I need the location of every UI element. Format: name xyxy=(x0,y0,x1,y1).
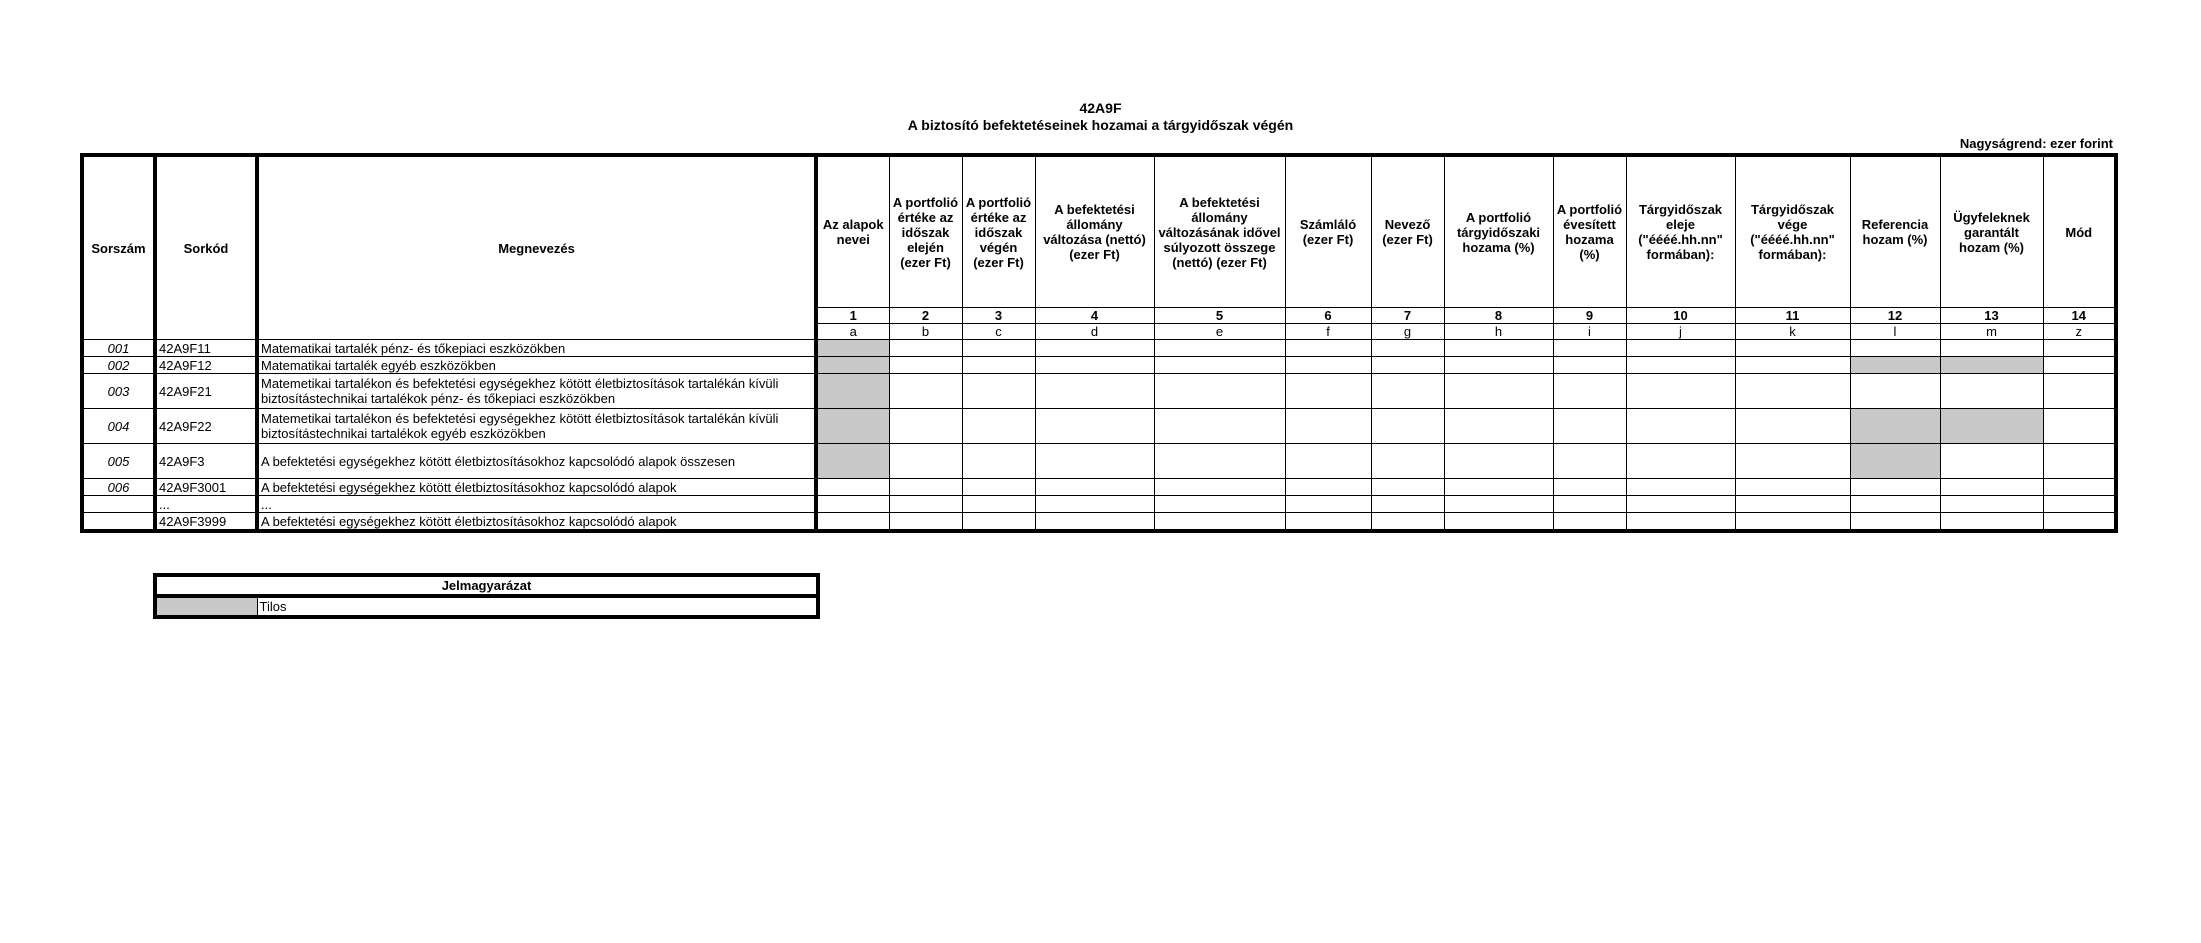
col-number: 8 xyxy=(1444,308,1553,324)
row-sorszam: 006 xyxy=(82,479,155,496)
cell-input[interactable] xyxy=(1850,496,1940,513)
cell-input[interactable] xyxy=(1154,374,1285,409)
cell-input[interactable] xyxy=(1371,409,1444,444)
cell-input[interactable] xyxy=(1735,479,1850,496)
col-number: 10 xyxy=(1626,308,1735,324)
cell-forbidden xyxy=(1850,357,1940,374)
table-row xyxy=(82,513,2116,532)
cell-input[interactable] xyxy=(1735,444,1850,479)
header-col-13: Ügyfeleknek garantált hozam (%) xyxy=(1940,155,2043,308)
cell-input[interactable] xyxy=(1371,513,1444,532)
col-letter: z xyxy=(2043,324,2116,340)
cell-input[interactable] xyxy=(962,340,1035,357)
header-col-9: A portfolió évesített hozama (%) xyxy=(1553,155,1626,308)
col-letter: c xyxy=(962,324,1035,340)
header-col-10: Tárgyidőszak eleje ("éééé.hh.nn" formában): xyxy=(1626,155,1735,308)
cell-input[interactable] xyxy=(1626,374,1735,409)
header-megnevezes: Megnevezés xyxy=(257,155,816,340)
cell-input[interactable] xyxy=(1371,444,1444,479)
row-sorszam: 004 xyxy=(82,409,155,444)
col-number: 2 xyxy=(889,308,962,324)
col-letter: k xyxy=(1735,324,1850,340)
cell-forbidden xyxy=(1850,444,1940,479)
cell-input[interactable] xyxy=(1553,513,1626,532)
header-col-12: Referencia hozam (%) xyxy=(1850,155,1940,308)
cell-input[interactable] xyxy=(962,444,1035,479)
cell-input[interactable] xyxy=(1154,409,1285,444)
row-sorkod: 42A9F3 xyxy=(155,444,257,479)
col-number: 14 xyxy=(2043,308,2116,324)
cell-input[interactable] xyxy=(1735,496,1850,513)
cell-input[interactable] xyxy=(816,513,889,532)
cell-forbidden xyxy=(1940,409,2043,444)
cell-input[interactable] xyxy=(1371,340,1444,357)
cell-input[interactable] xyxy=(1553,340,1626,357)
row-megnevezes: A befektetési egységekhez kötött életbiztosításokhoz kapcsolódó alapok összesen xyxy=(257,444,816,479)
cell-input[interactable] xyxy=(1850,340,1940,357)
cell-input[interactable] xyxy=(1850,513,1940,532)
cell-input[interactable] xyxy=(1553,374,1626,409)
col-number: 3 xyxy=(962,308,1035,324)
table-row xyxy=(82,374,2116,409)
col-letter: b xyxy=(889,324,962,340)
header-col-2: A portfolió értéke az időszak elején (ezer Ft) xyxy=(889,155,962,308)
cell-input[interactable] xyxy=(1553,357,1626,374)
cell-input[interactable] xyxy=(889,340,962,357)
cell-forbidden xyxy=(1850,409,1940,444)
cell-input[interactable] xyxy=(816,479,889,496)
cell-input[interactable] xyxy=(1626,444,1735,479)
row-sorszam: 002 xyxy=(82,357,155,374)
cell-input[interactable] xyxy=(962,374,1035,409)
header-col-7: Nevező (ezer Ft) xyxy=(1371,155,1444,308)
cell-input[interactable] xyxy=(1626,479,1735,496)
col-letter: m xyxy=(1940,324,2043,340)
cell-forbidden xyxy=(816,374,889,409)
legend-table xyxy=(153,573,820,619)
table-row xyxy=(82,340,2116,357)
header-col-14: Mód xyxy=(2043,155,2116,308)
col-letter: a xyxy=(816,324,889,340)
col-number: 9 xyxy=(1553,308,1626,324)
cell-input[interactable] xyxy=(1035,374,1154,409)
cell-input[interactable] xyxy=(1940,496,2043,513)
header-col-1: Az alapok nevei xyxy=(816,155,889,308)
returns-table xyxy=(80,153,2118,533)
col-number: 4 xyxy=(1035,308,1154,324)
cell-input[interactable] xyxy=(1553,444,1626,479)
cell-input[interactable] xyxy=(1035,513,1154,532)
cell-input[interactable] xyxy=(1285,409,1371,444)
cell-input[interactable] xyxy=(1735,357,1850,374)
legend-item-label: Tilos xyxy=(257,596,818,617)
cell-input[interactable] xyxy=(889,513,962,532)
row-megnevezes: Matemetikai tartalékon és befektetési egységekhez kötött életbiztosítások tartalékán kívüli biztosítástechnikai tartalékok egyéb eszközökben xyxy=(257,409,816,444)
cell-input[interactable] xyxy=(1626,409,1735,444)
cell-input[interactable] xyxy=(889,374,962,409)
row-megnevezes: Matematikai tartalék egyéb eszközökben xyxy=(257,357,816,374)
row-sorszam xyxy=(82,513,155,532)
cell-input[interactable] xyxy=(1035,496,1154,513)
cell-input[interactable] xyxy=(1850,479,1940,496)
table-row xyxy=(82,479,2116,496)
col-letter: l xyxy=(1850,324,1940,340)
col-number: 13 xyxy=(1940,308,2043,324)
legend-title: Jelmagyarázat xyxy=(155,575,818,596)
row-megnevezes: Matemetikai tartalékon és befektetési egységekhez kötött életbiztosítások tartalékán kívüli biztosítástechnikai tartalékok pénz- és tőkepiaci eszközökben xyxy=(257,374,816,409)
table-row xyxy=(82,357,2116,374)
row-sorkod: 42A9F22 xyxy=(155,409,257,444)
row-megnevezes: Matematikai tartalék pénz- és tőkepiaci eszközökben xyxy=(257,340,816,357)
cell-input[interactable] xyxy=(1035,444,1154,479)
col-letter: j xyxy=(1626,324,1735,340)
cell-input[interactable] xyxy=(889,409,962,444)
cell-input[interactable] xyxy=(1154,496,1285,513)
row-megnevezes: A befektetési egységekhez kötött életbiztosításokhoz kapcsolódó alapok xyxy=(257,513,816,532)
cell-input[interactable] xyxy=(1035,479,1154,496)
cell-input[interactable] xyxy=(1285,340,1371,357)
cell-input[interactable] xyxy=(1371,374,1444,409)
row-sorszam xyxy=(82,496,155,513)
cell-input[interactable] xyxy=(1940,513,2043,532)
cell-input[interactable] xyxy=(1285,374,1371,409)
col-number: 7 xyxy=(1371,308,1444,324)
cell-input[interactable] xyxy=(962,513,1035,532)
cell-input[interactable] xyxy=(1735,409,1850,444)
cell-input[interactable] xyxy=(1735,374,1850,409)
cell-forbidden xyxy=(816,444,889,479)
form-title: A biztosító befektetéseinek hozamai a tárgyidőszak végén xyxy=(907,117,1294,133)
cell-input[interactable] xyxy=(2043,496,2116,513)
header-sorszam: Sorszám xyxy=(82,155,155,340)
cell-forbidden xyxy=(1940,357,2043,374)
cell-input[interactable] xyxy=(1735,513,1850,532)
cell-input[interactable] xyxy=(1444,340,1553,357)
cell-input[interactable] xyxy=(1154,444,1285,479)
cell-input[interactable] xyxy=(1154,340,1285,357)
cell-input[interactable] xyxy=(1553,496,1626,513)
cell-input[interactable] xyxy=(1371,496,1444,513)
cell-input[interactable] xyxy=(1850,374,1940,409)
cell-input[interactable] xyxy=(962,409,1035,444)
row-sorszam: 003 xyxy=(82,374,155,409)
header-col-4: A befektetési állomány változása (nettó) (ezer Ft) xyxy=(1035,155,1154,308)
header-col-6: Számláló (ezer Ft) xyxy=(1285,155,1371,308)
cell-input[interactable] xyxy=(1285,496,1371,513)
header-sorkod: Sorkód xyxy=(155,155,257,340)
cell-input[interactable] xyxy=(1154,357,1285,374)
col-number: 6 xyxy=(1285,308,1371,324)
table-row xyxy=(82,496,2116,513)
cell-input[interactable] xyxy=(2043,357,2116,374)
cell-forbidden xyxy=(816,340,889,357)
cell-input[interactable] xyxy=(889,479,962,496)
cell-input[interactable] xyxy=(1444,479,1553,496)
cell-input[interactable] xyxy=(1940,444,2043,479)
col-number: 5 xyxy=(1154,308,1285,324)
cell-input[interactable] xyxy=(1285,479,1371,496)
cell-input[interactable] xyxy=(1035,409,1154,444)
cell-input[interactable] xyxy=(1285,513,1371,532)
cell-input[interactable] xyxy=(2043,374,2116,409)
header-col-8: A portfolió tárgyidőszaki hozama (%) xyxy=(1444,155,1553,308)
cell-input[interactable] xyxy=(889,444,962,479)
cell-input[interactable] xyxy=(1626,513,1735,532)
cell-input[interactable] xyxy=(1371,357,1444,374)
cell-input[interactable] xyxy=(1940,340,2043,357)
cell-input[interactable] xyxy=(2043,479,2116,496)
row-sorkod: 42A9F21 xyxy=(155,374,257,409)
cell-input[interactable] xyxy=(1940,374,2043,409)
col-letter: e xyxy=(1154,324,1285,340)
table-row xyxy=(82,409,2116,444)
cell-input[interactable] xyxy=(2043,409,2116,444)
cell-input[interactable] xyxy=(962,357,1035,374)
row-sorkod: 42A9F12 xyxy=(155,357,257,374)
cell-input[interactable] xyxy=(1285,357,1371,374)
row-megnevezes: A befektetési egységekhez kötött életbiztosításokhoz kapcsolódó alapok xyxy=(257,479,816,496)
row-sorkod: 42A9F11 xyxy=(155,340,257,357)
cell-input[interactable] xyxy=(2043,340,2116,357)
cell-forbidden xyxy=(816,357,889,374)
cell-input[interactable] xyxy=(1626,496,1735,513)
row-sorkod: ... xyxy=(155,496,257,513)
row-sorkod: 42A9F3001 xyxy=(155,479,257,496)
cell-input[interactable] xyxy=(1035,340,1154,357)
header-col-11: Tárgyidőszak vége ("éééé.hh.nn" formában): xyxy=(1735,155,1850,308)
cell-input[interactable] xyxy=(1444,374,1553,409)
cell-input[interactable] xyxy=(2043,444,2116,479)
form-code: 42A9F xyxy=(1079,100,1122,116)
cell-forbidden xyxy=(816,409,889,444)
cell-input[interactable] xyxy=(1154,513,1285,532)
cell-input[interactable] xyxy=(1285,444,1371,479)
row-sorszam: 001 xyxy=(82,340,155,357)
legend-gray-swatch xyxy=(155,596,257,617)
unit-label: Nagyságrend: ezer forint xyxy=(1959,136,2113,151)
col-letter: i xyxy=(1553,324,1626,340)
header-col-5: A befektetési állomány változásának idővel súlyozott összege (nettó) (ezer Ft) xyxy=(1154,155,1285,308)
col-letter: d xyxy=(1035,324,1154,340)
cell-input[interactable] xyxy=(1444,496,1553,513)
header-col-3: A portfolió értéke az időszak végén (ezer Ft) xyxy=(962,155,1035,308)
col-number: 1 xyxy=(816,308,889,324)
col-number: 11 xyxy=(1735,308,1850,324)
col-letter: g xyxy=(1371,324,1444,340)
cell-input[interactable] xyxy=(1444,409,1553,444)
col-letter: h xyxy=(1444,324,1553,340)
cell-input[interactable] xyxy=(1553,479,1626,496)
cell-input[interactable] xyxy=(1444,513,1553,532)
cell-input[interactable] xyxy=(962,496,1035,513)
cell-input[interactable] xyxy=(1940,479,2043,496)
cell-input[interactable] xyxy=(1371,479,1444,496)
cell-input[interactable] xyxy=(1553,409,1626,444)
table-row xyxy=(82,444,2116,479)
row-sorkod: 42A9F3999 xyxy=(155,513,257,532)
col-number: 12 xyxy=(1850,308,1940,324)
row-megnevezes: ... xyxy=(257,496,816,513)
cell-input[interactable] xyxy=(962,479,1035,496)
cell-input[interactable] xyxy=(1444,444,1553,479)
cell-input[interactable] xyxy=(1626,357,1735,374)
row-sorszam: 005 xyxy=(82,444,155,479)
col-letter: f xyxy=(1285,324,1371,340)
cell-input[interactable] xyxy=(1035,357,1154,374)
cell-input[interactable] xyxy=(889,496,962,513)
cell-input[interactable] xyxy=(2043,513,2116,532)
cell-input[interactable] xyxy=(1626,340,1735,357)
cell-input[interactable] xyxy=(889,357,962,374)
cell-input[interactable] xyxy=(1154,479,1285,496)
cell-input[interactable] xyxy=(1444,357,1553,374)
cell-input[interactable] xyxy=(1735,340,1850,357)
cell-input[interactable] xyxy=(816,496,889,513)
